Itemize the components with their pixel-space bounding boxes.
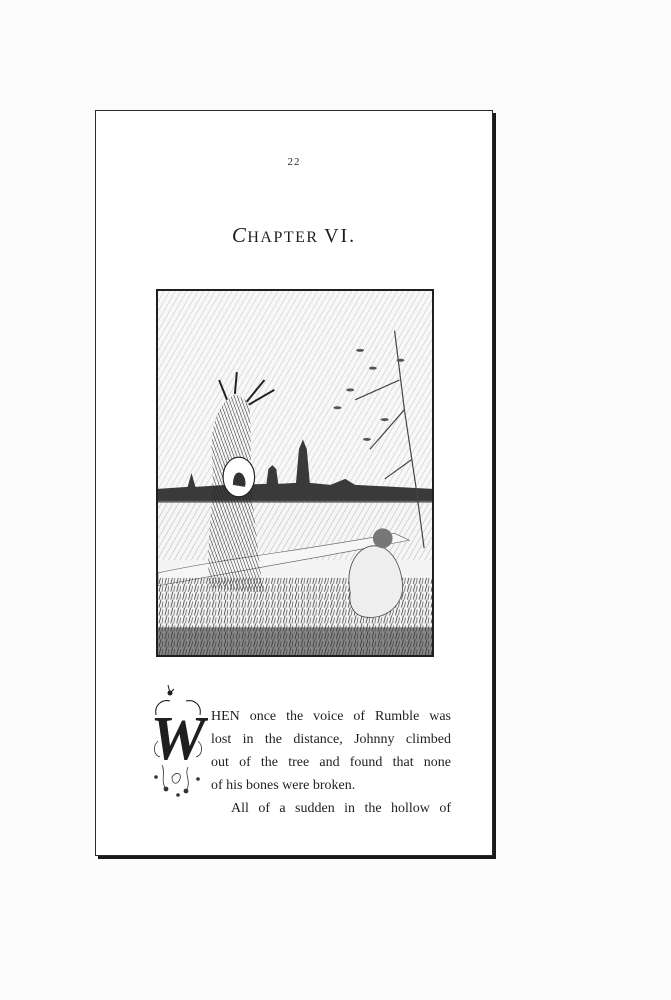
body-text-line: lost in the distance, Johnny climbed (211, 732, 451, 747)
chapter-title (96, 223, 492, 248)
landscape-engraving-icon (156, 289, 434, 657)
chapter-title-initial: C (231, 223, 248, 247)
page-number: 22 (287, 156, 301, 168)
chapter-numeral: VI. (324, 225, 357, 247)
book-page (95, 110, 493, 856)
chapter-title-word: HAPTER (247, 229, 319, 246)
body-text-line: All of a sudden in the hollow of (231, 801, 451, 816)
ornamental-drop-cap-w-icon (148, 681, 208, 799)
body-text-line: HEN once the voice of Rumble was (211, 709, 451, 724)
chapter-body-text (211, 705, 451, 820)
drop-cap-letter: W (150, 705, 206, 773)
body-text-line: of his bones were broken. (211, 778, 356, 793)
body-text-line: out of the tree and found that none (211, 755, 451, 770)
